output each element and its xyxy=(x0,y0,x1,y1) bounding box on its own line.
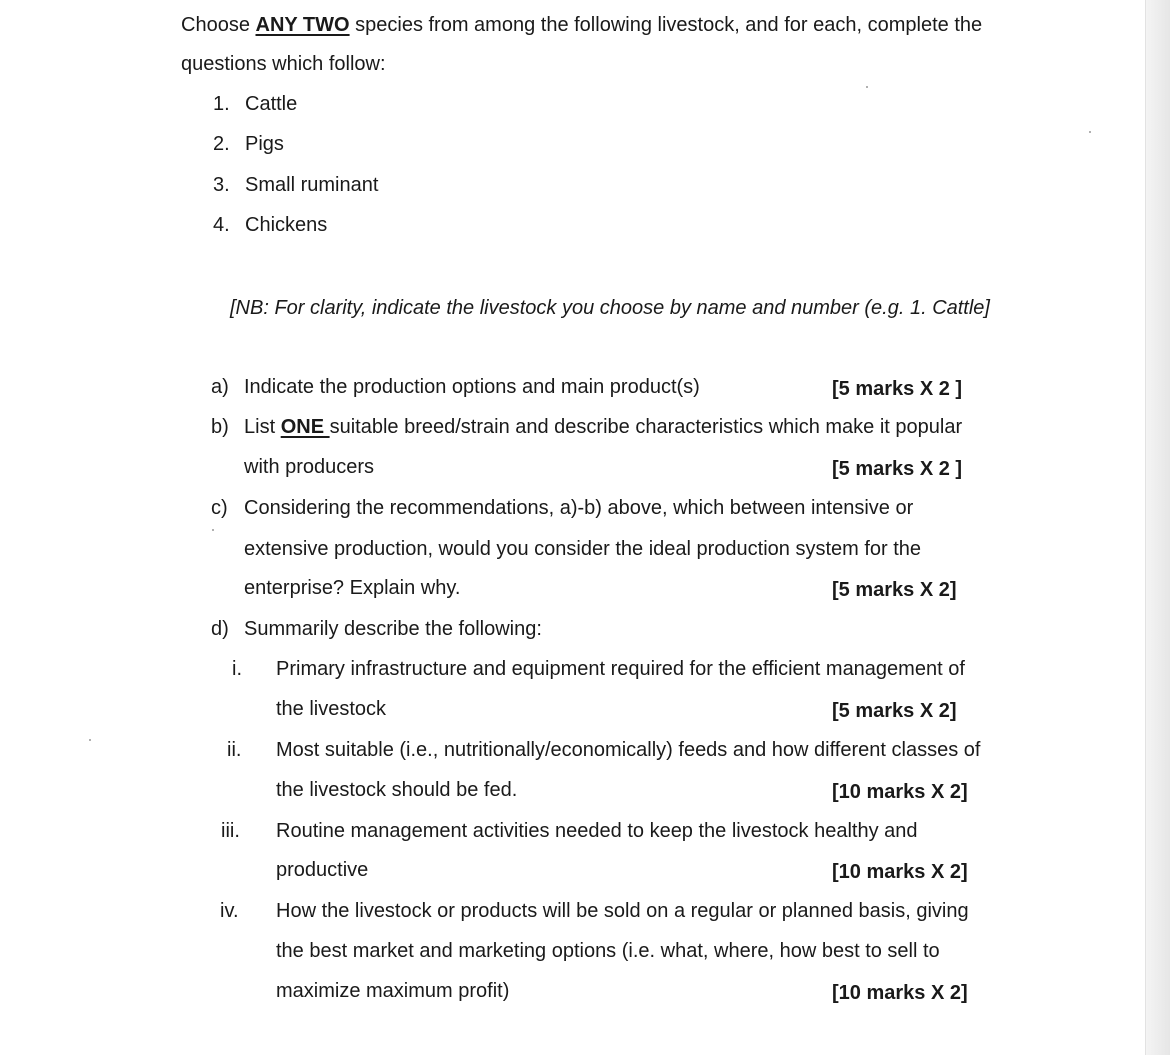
question-b-text-before: List xyxy=(244,416,281,438)
intro-text-after: species from among the following livestock, and for each, complete the xyxy=(349,14,983,36)
subitem-line-3: maximize maximum profit) xyxy=(276,980,510,1002)
intro-text-before: Choose xyxy=(181,14,256,36)
subitem-line-1: Primary infrastructure and equipment required for the efficient management of xyxy=(276,658,965,680)
subitem-marks: [10 marks X 2] xyxy=(832,781,968,803)
question-c-line-3: enterprise? Explain why. xyxy=(244,577,461,599)
species-number: 3. xyxy=(213,174,230,196)
species-name: Chickens xyxy=(245,214,328,236)
question-c-marks: [5 marks X 2] xyxy=(832,579,957,601)
scan-speck xyxy=(1089,131,1091,133)
scan-speck xyxy=(866,86,868,88)
question-c-line-1: Considering the recommendations, a)-b) above, which between intensive or xyxy=(244,497,914,519)
question-b-emphasis-one: ONE xyxy=(280,416,330,438)
subitem-line-2: the best market and marketing options (i.e. what, where, how best to sell to xyxy=(276,940,940,962)
page-edge-shadow xyxy=(1145,0,1170,1055)
intro-line-1 xyxy=(181,13,982,37)
species-number: 4. xyxy=(213,214,230,236)
subitem-number: ii. xyxy=(227,739,242,761)
question-b-marks: [5 marks X 2 ] xyxy=(832,458,963,480)
question-b-text-after: suitable breed/strain and describe characteristics which make it popular xyxy=(329,416,963,438)
subitem-line-2: the livestock should be fed. xyxy=(276,779,518,801)
subitem-number: iv. xyxy=(220,900,239,922)
scan-speck xyxy=(89,739,91,741)
subitem-marks: [10 marks X 2] xyxy=(832,982,968,1004)
question-b-line-1 xyxy=(244,415,962,439)
question-a-label: a) xyxy=(211,376,229,398)
intro-line-2: questions which follow: xyxy=(181,53,386,75)
scan-speck xyxy=(212,529,214,531)
subitem-line-2: productive xyxy=(276,859,369,881)
subitem-line-1: Routine management activities needed to keep the livestock healthy and xyxy=(276,820,918,842)
question-d-label: d) xyxy=(211,618,229,640)
subitem-marks: [10 marks X 2] xyxy=(832,861,968,883)
species-name: Small ruminant xyxy=(245,174,379,196)
species-number: 1. xyxy=(213,93,230,115)
subitem-line-2: the livestock xyxy=(276,698,387,720)
question-c-line-2: extensive production, would you consider the ideal production system for the xyxy=(244,538,922,560)
species-number: 2. xyxy=(213,133,230,155)
note-instruction: [NB: For clarity, indicate the livestock you choose by name and number (e.g. 1. Cattle] xyxy=(230,297,990,319)
question-a-marks: [5 marks X 2 ] xyxy=(832,378,963,400)
question-c-label: c) xyxy=(211,497,228,519)
subitem-marks: [5 marks X 2] xyxy=(832,700,957,722)
subitem-line-1: Most suitable (i.e., nutritionally/economically) feeds and how different classes of xyxy=(276,739,981,761)
question-b-line-2: with producers xyxy=(244,456,375,478)
subitem-number: iii. xyxy=(221,820,240,842)
species-name: Cattle xyxy=(245,93,298,115)
question-a-text: Indicate the production options and main product(s) xyxy=(244,376,700,398)
species-name: Pigs xyxy=(245,133,284,155)
question-b-label: b) xyxy=(211,416,229,438)
question-d-text: Summarily describe the following: xyxy=(244,618,542,640)
subitem-number: i. xyxy=(232,658,242,680)
intro-emphasis-any-two: ANY TWO xyxy=(255,14,350,36)
subitem-line-1: How the livestock or products will be sold on a regular or planned basis, giving xyxy=(276,900,969,922)
